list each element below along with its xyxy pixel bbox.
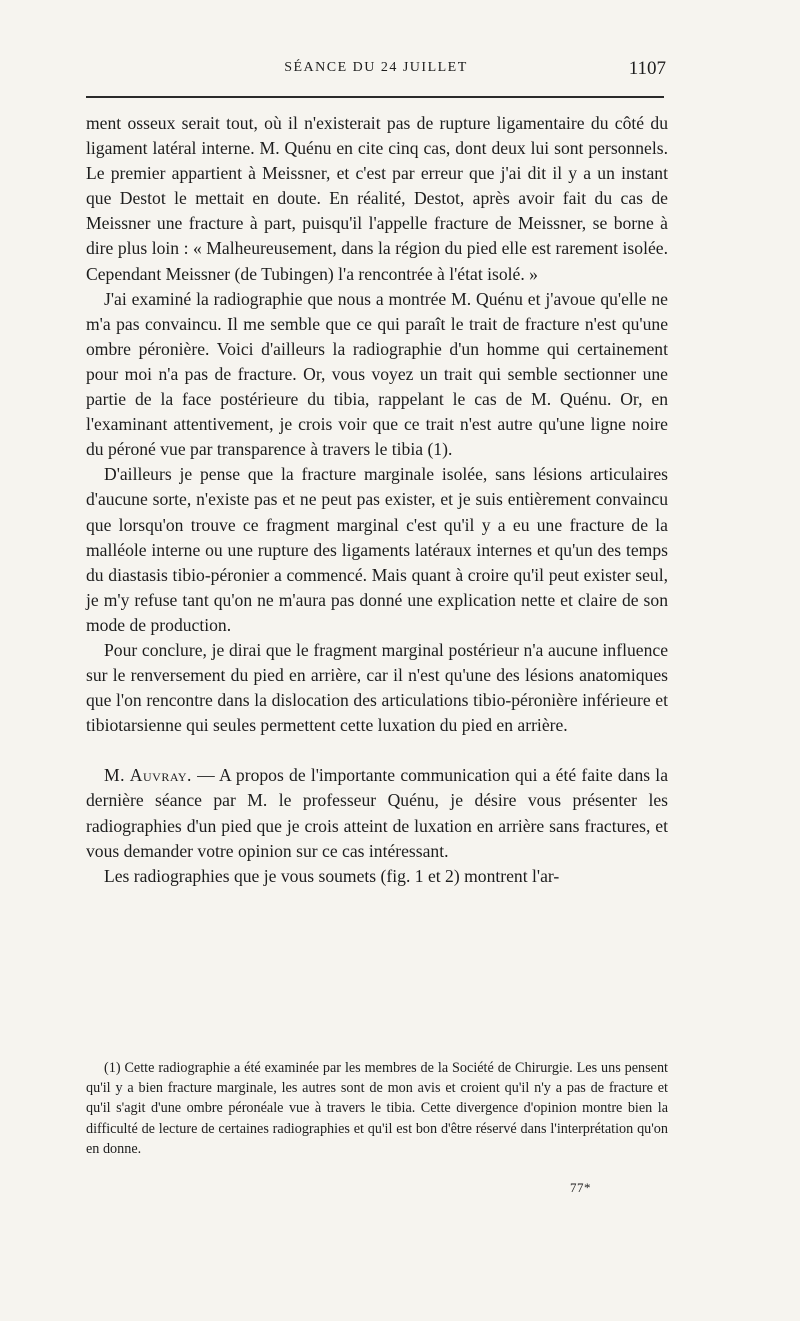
header-rule [86, 96, 664, 98]
footnote [86, 1058, 668, 1159]
paragraph-5 [86, 763, 668, 863]
speaker-name: M. Auvray. [104, 765, 192, 786]
paragraph-1: ment osseux serait tout, où il n'existerait pas de rupture ligamentaire du côté du ligament latéral interne. M. Quénu en cite cinq cas, dont deux lui sont personnels. Le premier appartient à Meissner, et c'est par erreur que j'ai dit il y a un instant que Destot le mettait en doute. En réalité, Destot, après avoir fait du cas de Meissner une fracture à part, puisqu'il l'appelle fracture de Meissner, se borne à dire plus loin : « Malheureusement, dans la région du pied elle est rarement isolée. Cependant Meissner (de Tubingen) l'a rencontrée à l'état isolé. » [86, 113, 668, 284]
paragraph-3: D'ailleurs je pense que la fracture marginale isolée, sans lésions articulaires d'aucune sorte, n'existe pas et ne peut pas exister, et je suis entièrement convaincu que lorsqu'on trouve ce fragment marginal c'est qu'il y a eu une fracture de la malléole interne ou une rupture des ligaments latéraux internes et qu'un des temps du diastasis tibio-péronier a commencé. Mais quant à croire qu'il peut exister seul, je m'y refuse tant qu'on ne m'aura pas donné une explication nette et claire de son mode de production. [86, 464, 668, 635]
paragraph-6: Les radiographies que je vous soumets (fig. 1 et 2) montrent l'ar- [104, 865, 560, 886]
running-head [86, 58, 666, 84]
signature-mark: 77* [570, 1180, 591, 1195]
page-number: 1107 [628, 58, 666, 79]
paragraph-2: J'ai examiné la radiographie que nous a montrée M. Quénu et j'avoue qu'elle ne m'a pas convaincu. Il me semble que ce qui paraît le trait de fracture n'est qu'une ombre péronière. Voici d'ailleurs la radiographie d'un homme qui certainement pour moi n'a pas de fracture. Or, vous voyez un trait qui semble sectionner une partie de la face postérieure du tibia, rappelant le cas de M. Quénu. Or, en l'examinant attentivement, je crois voir que ce trait n'est autre qu'une ligne noire du péroné vue par transparence à travers le tibia (1). [86, 288, 668, 460]
paragraph-4: Pour conclure, je dirai que le fragment marginal postérieur n'a aucune influence sur le renversement du pied en arrière, car il n'est qu'une des lésions anatomiques que l'on rencontre dans la dislocation des articulations tibio-péronière inférieure et tibiotarsienne qui seules permettent cette luxation du pied en arrière. [86, 639, 668, 736]
body-text [86, 111, 668, 889]
running-title: SÉANCE DU 24 JUILLET [284, 60, 468, 75]
footnote-text: (1) Cette radiographie a été examinée par les membres de la Société de Chirurgie. Les uns pensent qu'il y a bien fracture marginale, les autres sont de mon avis et croient qu'il n'y a pas de fracture et qu'il s'agit d'une ombre péronéale vue à travers le tibia. Cette divergence d'opinion montre bien la difficulté de lecture de certaines radiographies et qu'il est bon d'être réservé dans l'interprétation qu'on en donne. [86, 1060, 668, 1157]
paragraph-5-text: — A propos de l'importante communication qui a été faite dans la dernière séance par M. le professeur Quénu, je désire vous présenter les radiographies d'un pied que je crois atteint de luxation en arrière sans fractures, et vous demander votre opinion sur ce cas intéressant. [86, 765, 668, 861]
